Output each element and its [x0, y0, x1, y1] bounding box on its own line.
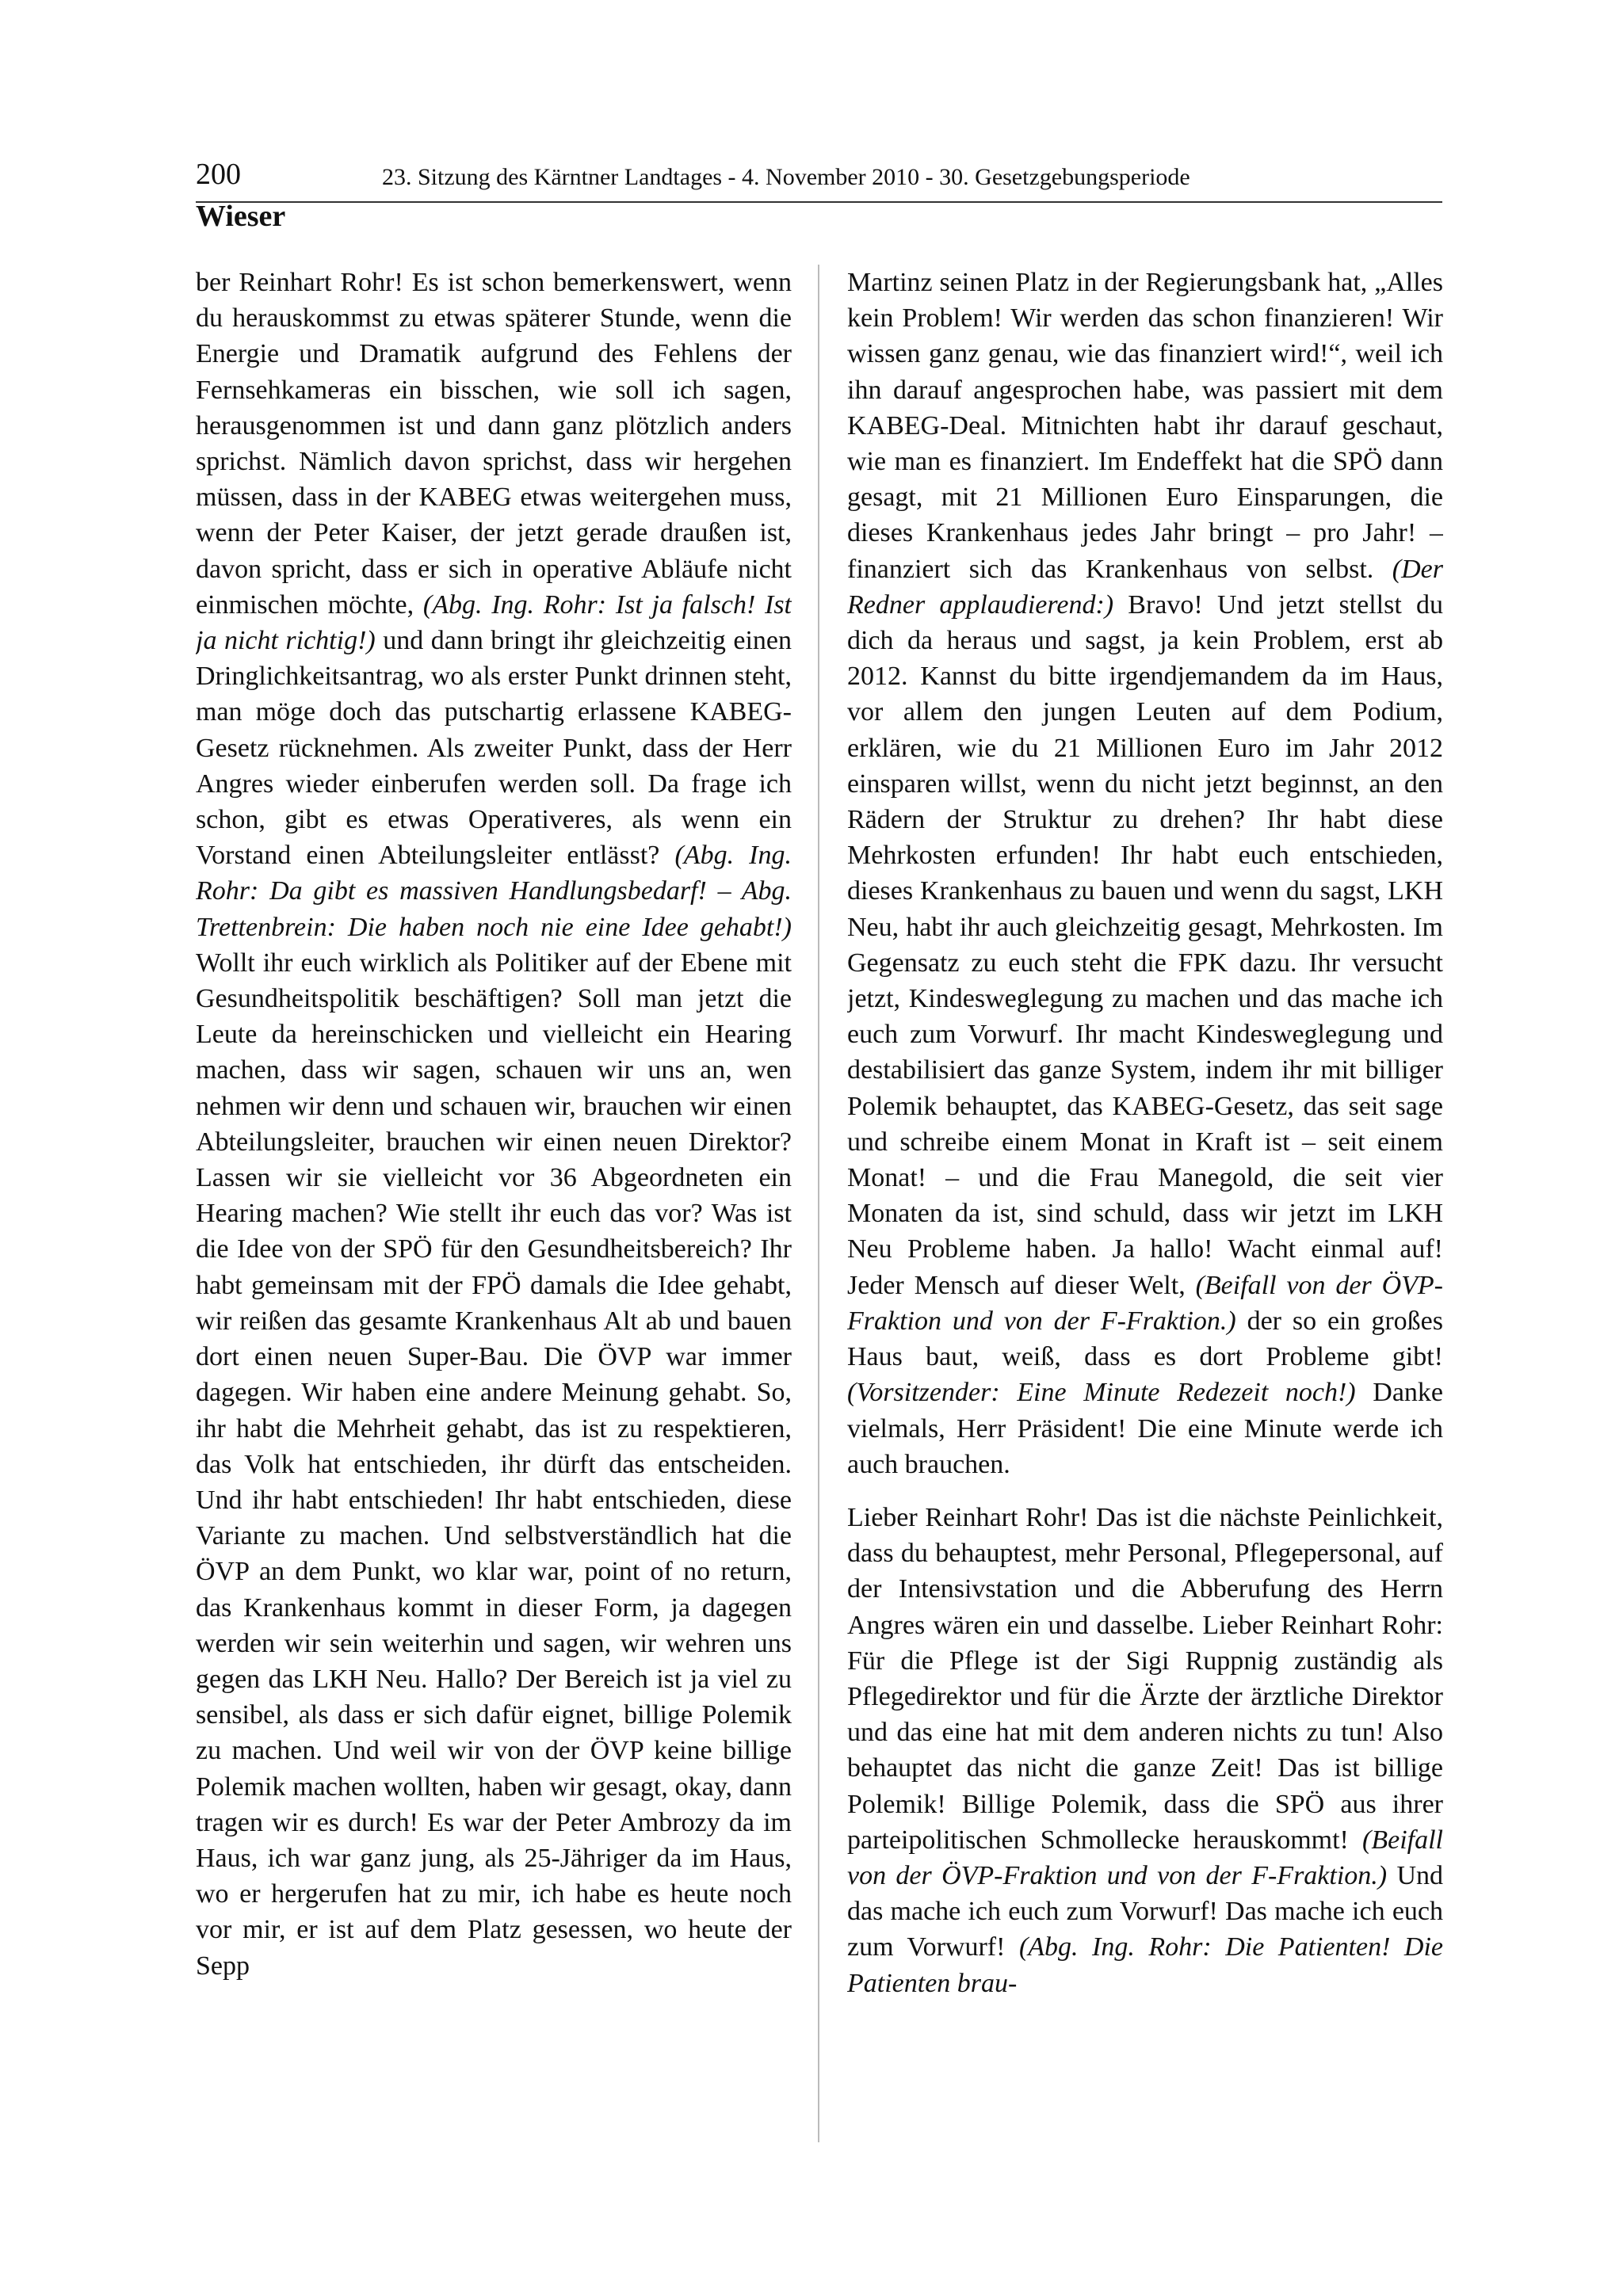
speaker-name: Wieser	[196, 200, 286, 233]
applause-note: (Beifall von der ÖVP-Fraktion und von der F-Fraktion.)	[847, 1270, 1443, 1336]
speech-text: der so ein großes Haus baut, weiß, dass es dort Probleme gibt!	[847, 1306, 1443, 1372]
left-column	[196, 265, 792, 2166]
speech-text: und dann bringt ihr gleichzeitig einen Dringlichkeitsantrag, wo als erster Punkt drinnen steht, man möge doch das putschartig erlassene KABEG-Gesetz rücknehmen. Als zweiter Punkt, dass der Herr Angres wieder einberufen werden soll. Da frage ich schon, gibt es etwas Operativeres, als wenn ein Vorstand einen Abteilungsleiter entlässt?	[196, 626, 792, 871]
right-column	[847, 265, 1443, 2166]
paragraph	[847, 265, 1443, 1482]
stage-direction: (Der Redner applaudierend:)	[847, 554, 1443, 620]
speech-text: Lieber Reinhart Rohr! Das ist die nächste Peinlichkeit, dass du behauptest, mehr Personal, Pflegepersonal, auf der Intensivstation und die Abberufung des Herrn Angres wären ein und dasselbe. Lieber Reinhart Rohr: Für die Pflege ist der Sigi Ruppnig zuständig als Pflegedirektor und für die Ärzte der ärztliche Direktor und das eine hat mit dem anderen nichts zu tun! Also behauptet das nicht die ganze Zeit! Das ist billige Polemik! Billige Polemik, dass die SPÖ aus ihrer parteipolitischen Schmollecke herauskommt!	[847, 1502, 1443, 1855]
speech-text: ber Reinhart Rohr! Es ist schon bemerkenswert, wenn du herauskommst zu etwas späterer Stunde, wenn die Energie und Dramatik aufgrund des Fehlens der Fernsehkameras ein bisschen, wie soll ich sagen, herausgenommen ist und dann ganz plötzlich anders sprichst. Nämlich davon sprichst, dass wir hergehen müssen, dass in der KABEG etwas weitergehen muss, wenn der Peter Kaiser, der jetzt gerade draußen ist, davon spricht, dass er sich in operative Abläufe nicht einmischen möchte,	[196, 268, 792, 620]
page-header	[196, 155, 1442, 203]
paragraph	[847, 1500, 1443, 2001]
chair-interjection: (Vorsitzender: Eine Minute Redezeit noch!)	[847, 1378, 1356, 1408]
interjection: (Abg. Ing. Rohr: Die Patienten! Die Patienten brau-	[847, 1932, 1443, 1998]
running-title: 23. Sitzung des Kärntner Landtages - 4. November 2010 - 30. Gesetzgebungsperiode	[382, 164, 1190, 190]
interjection: (Abg. Ing. Rohr: Ist ja falsch! Ist ja nicht richtig!)	[196, 589, 792, 656]
column-divider	[818, 265, 819, 2142]
speech-text: Wollt ihr euch wirklich als Politiker auf der Ebene mit Gesundheitspolitik beschäftigen? Soll man jetzt die Leute da hereinschicken und vielleicht ein Hearing machen, dass wir sagen, schauen wir uns an, wen nehmen wir denn und schauen wir, brauchen wir einen Abteilungsleiter, brauchen wir einen neuen Direktor? Lassen wir sie vielleicht vor 36 Abgeordneten ein Hearing machen? Wie stellt ihr euch das vor? Was ist die Idee von der SPÖ für den Gesundheitsbereich? Ihr habt gemeinsam mit der FPÖ damals die Idee gehabt, wir reißen das gesamte Krankenhaus Alt ab und bauen dort einen neuen Super-Bau. Die ÖVP war immer dagegen. Wir haben eine andere Meinung gehabt. So, ihr habt die Mehrheit gehabt, das ist zu respektieren, das Volk hat entschieden, ihr dürft das entscheiden. Und ihr habt entschieden! Ihr habt entschieden, diese Variante zu machen. Und selbstverständlich hat die ÖVP an dem Punkt, wo klar war, point of no return, das Krankenhaus kommt in dieser Form, ja dagegen werden wir sein weiterhin und sagen, wir wehren uns gegen das LKH Neu. Hallo? Der Bereich ist ja viel zu sensibel, als dass er sich dafür eignet, billige Polemik zu machen. Und weil wir von der ÖVP keine billige Polemik machen wollten, haben wir gesagt, okay, dann tragen wir es durch! Es war der Peter Ambrozy da im Haus, ich war ganz jung, als 25-Jähriger da im Haus, wo er hergerufen hat zu mir, ich habe es heute noch vor mir, er ist auf dem Platz gesessen, wo heute der Sepp	[196, 948, 792, 1981]
speech-text: Danke vielmals, Herr Präsident! Die eine Minute werde ich auch brauchen.	[847, 1378, 1443, 1479]
speech-text: Und das mache ich euch zum Vorwurf! Das mache ich euch zum Vorwurf!	[847, 1860, 1443, 1962]
paragraph	[196, 265, 792, 1984]
speech-text: Martinz seinen Platz in der Regierungsbank hat, „Alles kein Problem! Wir werden das schon finanzieren! Wir wissen ganz genau, wie das finanziert wird!“, weil ich ihn darauf angesprochen habe, was passiert mit dem KABEG-Deal. Mitnichten habt ihr darauf geschaut, wie man es finanziert. Im Endeffekt hat die SPÖ dann gesagt, mit 21 Millionen Euro Einsparungen, die dieses Krankenhaus jedes Jahr bringt – pro Jahr! – finanziert sich das Krankenhaus von selbst.	[847, 268, 1443, 584]
applause-note: (Beifall von der ÖVP-Fraktion und von der F-Fraktion.)	[847, 1825, 1443, 1890]
interjection: (Abg. Ing. Rohr: Da gibt es massiven Handlungsbedarf! – Abg. Trettenbrein: Die haben noch nie eine Idee gehabt!)	[196, 841, 792, 942]
page-number: 200	[196, 158, 241, 191]
speech-text: Bravo! Und jetzt stellst du dich da heraus und sagst, ja kein Problem, erst ab 2012. Kannst du bitte irgendjemandem da im Haus, vor allem den jungen Leuten auf dem Podium, erklären, wie du 21 Millionen Euro im Jahr 2012 einsparen willst, wenn du nicht jetzt beginnst, an den Rädern der Struktur zu drehen? Ihr habt diese Mehrkosten erfunden! Ihr habt euch entschieden, dieses Krankenhaus zu bauen und wenn du sagst, LKH Neu, habt ihr auch gleichzeitig gesagt, Mehrkosten. Im Gegensatz zu euch steht die FPK dazu. Ihr versucht jetzt, Kindesweglegung zu machen und das mache ich euch zum Vorwurf. Ihr macht Kindesweglegung und destabilisiert das ganze System, indem ihr mit billiger Polemik behauptet, das KABEG-Gesetz, das seit sage und schreibe einem Monat in Kraft ist – seit einem Monat! – und die Frau Manegold, die seit vier Monaten da ist, sind schuld, dass wir jetzt im LKH Neu Probleme haben. Ja hallo! Wacht einmal auf! Jeder Mensch auf dieser Welt,	[847, 589, 1443, 1300]
